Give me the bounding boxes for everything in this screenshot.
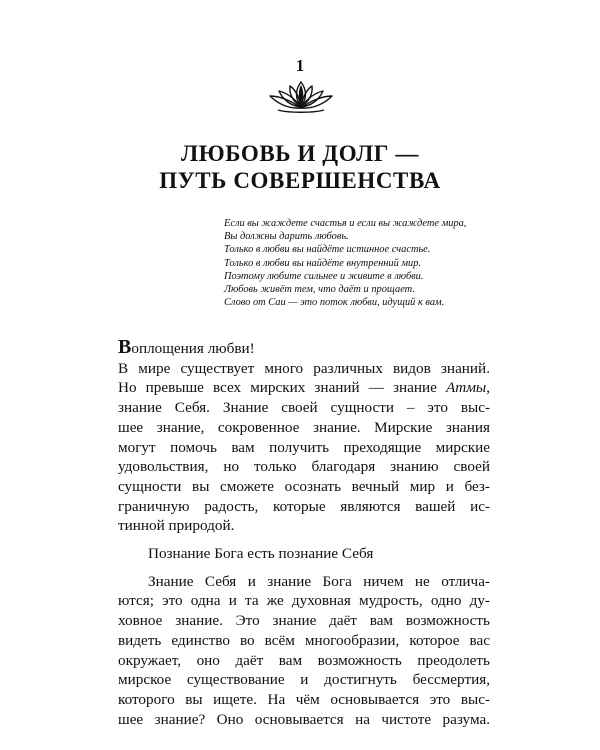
subheading: Познание Бога есть познание Себя	[148, 545, 374, 563]
paragraph-line: ховное знание. Это знание даёт вам возможность	[118, 612, 490, 630]
paragraph-line: ются; это одна и та же духовная мудрость, одно ду-	[118, 592, 490, 610]
epigraph-line: Любовь живёт тем, что даёт и прощает.	[224, 284, 415, 296]
chapter-title	[0, 140, 600, 194]
greeting	[118, 338, 490, 359]
paragraph-line: могут помочь вам получить преходящие мирские	[118, 438, 490, 456]
epigraph-line: Если вы жаждете счастья и если вы жаждете мира,	[224, 218, 467, 229]
text-span: ,	[486, 379, 490, 397]
emphasis-atma: Атмы	[445, 379, 487, 397]
paragraph-1	[118, 359, 490, 536]
epigraph-line: Слово от Саи — это поток любви, идущий к вам.	[224, 297, 445, 309]
paragraph-line: В мире существует много различных видов знаний.	[118, 359, 490, 377]
epigraph-line: Только в любви вы найдёте внутренний мир.	[224, 257, 421, 269]
spacer	[118, 536, 490, 544]
paragraph-line: удовольствия, но только благодаря знанию своей	[118, 458, 490, 476]
epigraph	[224, 217, 524, 309]
epigraph-line: Вы должны дарить любовь.	[224, 231, 349, 243]
spacer	[118, 564, 490, 572]
body-text	[118, 338, 490, 729]
paragraph-line: мирское существование и достигнуть бессмертия,	[118, 671, 490, 689]
epigraph-line: Поэтому любите сильнее и живите в любви.	[224, 270, 424, 282]
greeting-rest: оплощения любви!	[131, 340, 255, 357]
paragraph-line: видеть единство во всём многообразии, которое вас	[118, 631, 490, 649]
paragraph-line: сущности вы сможете осознать вечный мир и без-	[118, 477, 490, 495]
paragraph-line: шее знание, сокровенное знание. Мирские знания	[118, 418, 490, 436]
chapter-number: 1	[295, 56, 305, 75]
chapter-title-line-2: ПУТЬ СОВЕРШЕНСТВА	[159, 168, 441, 193]
paragraph-line: которого вы ищете. На чём основывается это выс-	[118, 690, 490, 708]
paragraph-line: знание Себя. Знание своей сущности – это выс-	[118, 399, 490, 417]
paragraph-line: шее знание? Оно основывается на чистоте разума.	[118, 710, 490, 728]
epigraph-line: Только в любви вы найдёте истинное счастье.	[224, 244, 431, 256]
paragraph-line	[118, 378, 490, 398]
lotus-icon	[266, 76, 336, 114]
text-span: Но превыше всех мирских знаний — знание	[118, 379, 446, 397]
chapter-title-line-1: ЛЮБОВЬ И ДОЛГ —	[180, 141, 419, 166]
paragraph-line: Знание Себя и знание Бога ничем не отлича-	[148, 572, 490, 590]
paragraph-line: граничную радость, которые являются вашей ис-	[118, 497, 490, 515]
paragraph-2	[118, 572, 490, 730]
paragraph-line: окружает, оно даёт вам возможность преодолеть	[118, 651, 490, 669]
greeting-initial: В	[118, 336, 132, 358]
paragraph-line: тинной природой.	[118, 517, 235, 535]
